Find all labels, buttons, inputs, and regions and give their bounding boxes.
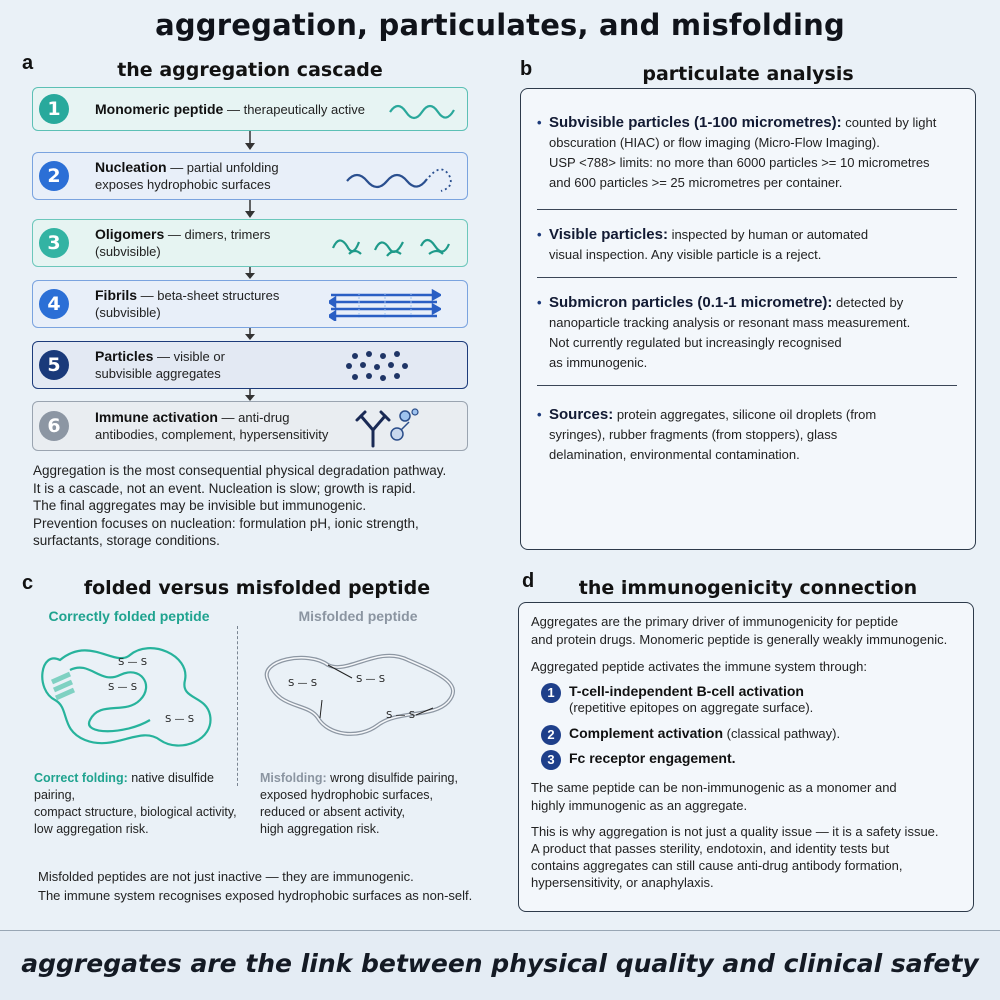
caption-line: compact structure, biological activity, <box>34 805 237 819</box>
cascade-step-6 <box>32 401 468 451</box>
divider <box>537 209 957 210</box>
particulate-item-submicron: • Submicron particles (0.1-1 micrometre): detected by nanoparticle tracking analysis or resonant mass measurement. Not currently regulated but increasingly recognised as immunogenic. <box>537 294 911 370</box>
item-line: counted by light <box>841 115 937 130</box>
intro-line: and protein drugs. Monomeric peptide is generally weakly immunogenic. <box>531 632 948 647</box>
item-line: obscuration (HIAC) or flow imaging (Micro-Flow Imaging). <box>549 135 880 150</box>
panel-c-letter: c <box>22 572 34 594</box>
caption-line: high aggregation risk. <box>260 822 380 836</box>
wave-icon <box>388 96 460 122</box>
step-desc: — partial unfolding <box>166 160 279 175</box>
caption-line: low aggregation risk. <box>34 822 149 836</box>
step-title: Nucleation <box>95 159 167 175</box>
item-line: inspected by human or automated <box>667 227 869 242</box>
step-number-5: 5 <box>39 350 69 380</box>
step-desc: — visible or <box>153 349 225 364</box>
cascade-arrow <box>243 131 257 151</box>
particulate-item-visible: • Visible particles: inspected by human or automated visual inspection. Any visible particle is a reject. <box>537 226 869 262</box>
immune-pathway-2 <box>547 725 969 742</box>
panel-d-heading: the immunogenicity connection <box>578 577 918 599</box>
pathway-number: 1 <box>541 683 561 703</box>
paragraph-line: surfactants, storage conditions. <box>33 533 220 548</box>
caption-title: Misfolding: <box>260 771 327 785</box>
disulfide-label: S — S <box>108 682 138 693</box>
divider <box>537 277 957 278</box>
step-desc: — anti-drug <box>217 410 290 425</box>
step-number-4: 4 <box>39 289 69 319</box>
pathway-number: 3 <box>541 750 561 770</box>
step-number-1: 1 <box>39 94 69 124</box>
item-line: protein aggregates, silicone oil droplets (from <box>613 407 877 422</box>
folded-peptide-illustration <box>30 630 235 760</box>
paragraph-line: It is a cascade, not an event. Nucleation is slow; growth is rapid. <box>33 480 416 496</box>
cascade-step-3 <box>32 219 468 267</box>
paragraph-line: The final aggregates may be invisible but immunogenic. <box>33 498 367 513</box>
immunogenicity-box <box>518 602 974 912</box>
step-text-3 <box>95 226 270 260</box>
note-line: The immune system recognises exposed hydrophobic surfaces as non-self. <box>38 888 473 903</box>
item-line: detected by <box>832 295 904 310</box>
step-number-6: 6 <box>39 411 69 441</box>
caption-line: reduced or absent activity, <box>260 805 405 819</box>
page-title: aggregation, particulates, and misfolding <box>155 8 845 42</box>
paragraph-line: Prevention focuses on nucleation: formulation pH, ionic strength, <box>33 515 419 531</box>
item-line: USP <788> limits: no more than 6000 particles >= 10 micrometres <box>549 155 930 170</box>
panel-b-letter: b <box>520 58 533 80</box>
intro-text <box>531 613 967 649</box>
step-title: Monomeric peptide <box>95 101 224 117</box>
item-title: Sources: <box>549 406 614 423</box>
step-desc: — therapeutically active <box>223 102 365 117</box>
misfolding-note <box>38 867 488 905</box>
cascade-step-1 <box>32 87 468 131</box>
item-title: Submicron particles (0.1-1 micrometre): <box>549 294 833 311</box>
item-line: nanoparticle tracking analysis or resonant mass measurement. <box>549 315 911 330</box>
cascade-step-4 <box>32 280 468 328</box>
oligomer-icon <box>329 228 463 262</box>
step-text-4 <box>95 287 279 321</box>
step-number-3: 3 <box>39 228 69 258</box>
folded-label: Correctly folded peptide <box>48 608 210 624</box>
cascade-arrow <box>243 200 257 220</box>
item-line: as immunogenic. <box>549 355 648 370</box>
immune-pathway-3 <box>547 750 969 767</box>
misfolded-caption <box>260 770 475 838</box>
footer-text: aggregates are the link between physical quality and clinical safety <box>21 949 979 978</box>
particulate-box <box>520 88 976 550</box>
disulfide-label: S — S <box>165 714 195 725</box>
step-text-6 <box>95 409 328 443</box>
para-line: This is why aggregation is not just a quality issue — it is a safety issue. <box>531 824 939 839</box>
step-desc-2: (subvisible) <box>95 244 161 259</box>
pathway-title: Complement activation <box>569 725 724 741</box>
step-desc-2: exposes hydrophobic surfaces <box>95 177 271 192</box>
step-title: Fibrils <box>95 287 138 303</box>
paragraph-line: Aggregation is the most consequential physical degradation pathway. <box>33 463 447 478</box>
safety-issue-text <box>531 823 971 891</box>
disulfide-label: S — S <box>288 678 318 689</box>
note-line: Misfolded peptides are not just inactive — they are immunogenic. <box>38 869 414 884</box>
antibody-icon <box>353 404 425 448</box>
intro-line: Aggregates are the primary driver of immunogenicity for peptide <box>531 614 899 629</box>
item-line: and 600 particles >= 25 micrometres per container. <box>549 175 843 190</box>
pathway-sub: (repetitive epitopes on aggregate surface). <box>569 700 814 715</box>
disulfide-label: S — S <box>386 710 416 721</box>
item-line: Not currently regulated but increasingly recognised <box>549 335 842 350</box>
lead-text: Aggregated peptide activates the immune system through: <box>531 659 868 674</box>
pathway-title: Fc receptor engagement. <box>569 750 736 766</box>
particles-icon <box>343 348 415 384</box>
monomer-vs-aggregate-text <box>531 779 967 815</box>
cascade-paragraph <box>33 462 478 550</box>
item-title: Subvisible particles (1-100 micrometres): <box>549 114 842 131</box>
panel-a-heading: the aggregation cascade <box>117 59 383 81</box>
caption-line: exposed hydrophobic surfaces, <box>260 788 434 802</box>
step-number-2: 2 <box>39 161 69 191</box>
step-title: Particles <box>95 348 154 364</box>
step-desc-2: (subvisible) <box>95 305 161 320</box>
para-line: highly immunogenic as an aggregate. <box>531 798 748 813</box>
unfolding-icon <box>345 159 463 195</box>
step-text-2 <box>95 159 279 193</box>
step-title: Oligomers <box>95 226 165 242</box>
disulfide-label: S — S <box>118 657 148 668</box>
step-text-5 <box>95 348 225 382</box>
step-desc: — dimers, trimers <box>164 227 271 242</box>
beta-sheet-icon <box>329 289 441 321</box>
particulate-item-sources: • Sources: protein aggregates, silicone oil droplets (from syringes), rubber fragments (from stoppers), glass delamination, environmental contamination. <box>537 406 877 462</box>
cascade-step-2 <box>32 152 468 200</box>
pathway-title: T-cell-independent B-cell activation <box>569 683 804 699</box>
particulate-item-subvisible: • Subvisible particles (1-100 micrometres): counted by light obscuration (HIAC) or flow imaging (Micro-Flow Imaging). USP <788> limits: no more than 6000 particles >= 10 micrometres and 600 particles >= 25 micrometres per container. <box>537 114 937 190</box>
divider <box>537 385 957 386</box>
item-line: syringes), rubber fragments (from stoppers), glass <box>549 427 838 442</box>
pathway-sub: (classical pathway). <box>723 726 841 741</box>
step-title: Immune activation <box>95 409 218 425</box>
misfolded-peptide-illustration <box>248 640 468 750</box>
panel-c-divider <box>237 626 238 786</box>
item-line: delamination, environmental contamination. <box>549 447 800 462</box>
step-desc: — beta-sheet structures <box>137 288 280 303</box>
immune-pathway-1 <box>547 683 969 716</box>
panel-c-heading: folded versus misfolded peptide <box>83 577 431 599</box>
step-text-1 <box>95 101 365 118</box>
caption-title: Correct folding: <box>34 771 128 785</box>
para-line: A product that passes sterility, endotoxin, and identity tests but <box>531 841 890 856</box>
para-line: contains aggregates can still cause anti-drug antibody formation, <box>531 858 903 873</box>
panel-b-heading: particulate analysis <box>642 63 854 85</box>
cascade-step-5 <box>32 341 468 389</box>
item-line: visual inspection. Any visible particle is a reject. <box>549 247 822 262</box>
step-desc-2: subvisible aggregates <box>95 366 221 381</box>
pathway-number: 2 <box>541 725 561 745</box>
panel-a-letter: a <box>22 52 34 74</box>
folded-caption <box>34 770 239 838</box>
panel-d-letter: d <box>522 570 535 592</box>
para-line: hypersensitivity, or anaphylaxis. <box>531 875 714 890</box>
item-title: Visible particles: <box>549 226 668 243</box>
disulfide-label: S — S <box>356 674 386 685</box>
misfolded-label: Misfolded peptide <box>298 608 418 624</box>
caption-line: wrong disulfide pairing, <box>326 771 458 785</box>
step-desc-2: antibodies, complement, hypersensitivity <box>95 427 329 442</box>
footer-banner <box>0 930 1000 1000</box>
caption-line: native disulfide pairing, <box>34 771 214 802</box>
para-line: The same peptide can be non-immunogenic as a monomer and <box>531 780 897 795</box>
